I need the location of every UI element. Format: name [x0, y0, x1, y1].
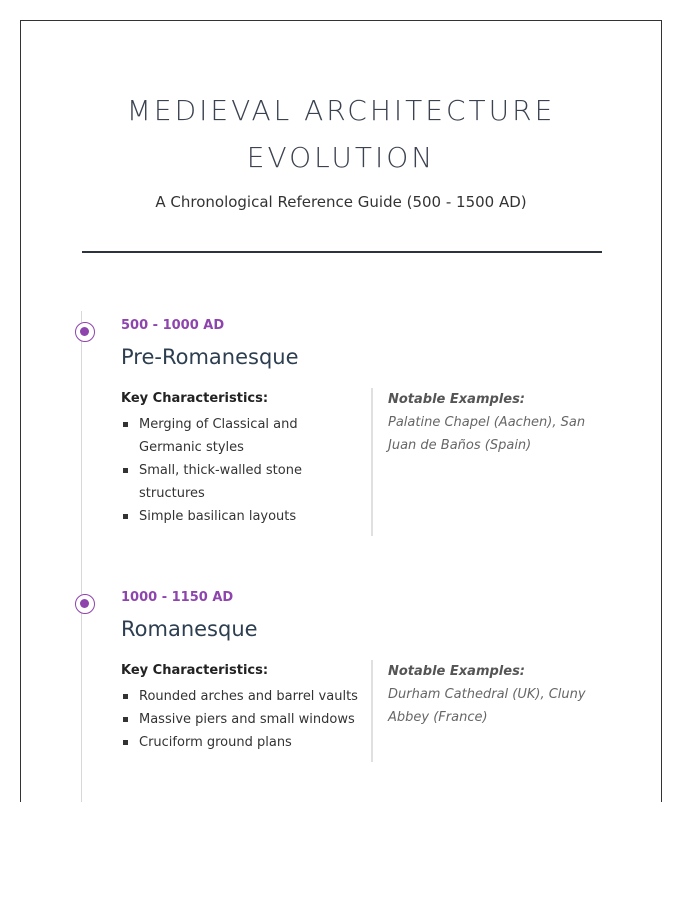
examples-block — [371, 660, 611, 762]
characteristics-list — [121, 685, 371, 754]
page-subtitle: A Chronological Reference Guide (500 - 1500 AD) — [155, 193, 527, 211]
timeline-marker-icon — [75, 322, 95, 342]
characteristic-item: Simple basilican layouts — [121, 505, 361, 528]
characteristic-item: Massive piers and small windows — [121, 708, 371, 731]
period-dates: 500 - 1000 AD — [121, 318, 225, 333]
characteristics-block — [121, 663, 371, 754]
examples-text: Durham Cathedral (UK), Cluny Abbey (France) — [388, 687, 586, 725]
characteristic-item: Rounded arches and barrel vaults — [121, 685, 371, 708]
characteristics-block — [121, 391, 361, 528]
examples-text: Palatine Chapel (Aachen), San Juan de Baños (Spain) — [388, 415, 586, 453]
examples-block — [371, 388, 611, 536]
examples-label: Notable Examples: — [388, 392, 526, 407]
document-page — [20, 20, 662, 802]
title-line-2: EVOLUTION — [246, 141, 436, 174]
characteristic-item: Small, thick-walled stone structures — [121, 459, 361, 505]
timeline-line — [81, 311, 82, 802]
header-divider — [82, 251, 602, 253]
page-title — [21, 87, 661, 181]
period-name: Romanesque — [121, 617, 258, 641]
characteristics-label: Key Characteristics: — [121, 663, 269, 678]
title-line-1: MEDIEVAL ARCHITECTURE — [126, 94, 556, 127]
characteristic-item: Cruciform ground plans — [121, 731, 371, 754]
timeline-marker-icon — [75, 594, 95, 614]
characteristic-item: Merging of Classical and Germanic styles — [121, 413, 361, 459]
period-name: Pre-Romanesque — [121, 345, 299, 369]
characteristics-list — [121, 413, 361, 528]
period-dates: 1000 - 1150 AD — [121, 590, 234, 605]
characteristics-label: Key Characteristics: — [121, 391, 269, 406]
examples-label: Notable Examples: — [388, 664, 526, 679]
